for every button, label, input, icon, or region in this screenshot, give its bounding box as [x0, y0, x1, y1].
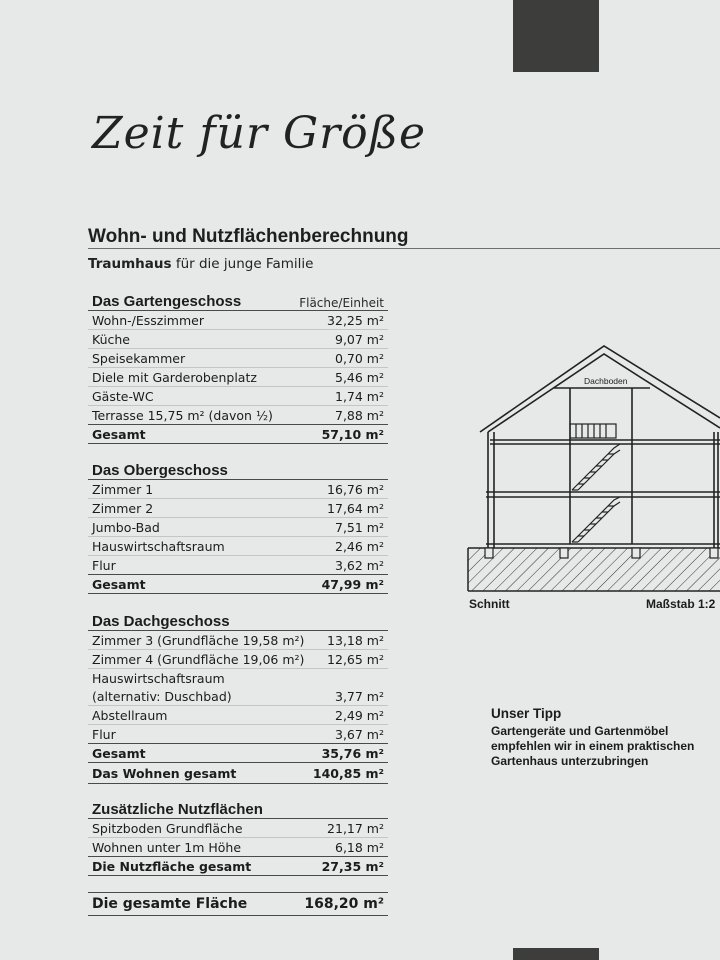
row-value: 21,17 m² [327, 820, 384, 836]
section-header [88, 457, 388, 480]
schnitt-label: Schnitt [469, 597, 510, 611]
total-row [88, 424, 388, 444]
total-value: 47,99 m² [321, 576, 384, 592]
row-value: 0,70 m² [335, 350, 384, 366]
table-row [88, 669, 388, 687]
section-nutzflaechen [88, 796, 388, 876]
table-row [88, 311, 388, 330]
table-row [88, 387, 388, 406]
table-row [88, 368, 388, 387]
row-value: 3,67 m² [335, 726, 384, 742]
total-row [88, 856, 388, 876]
total-label: Gesamt [92, 576, 146, 592]
page-heading: Wohn- und Nutzflächenberechnung [88, 226, 409, 247]
corner-tab-top [513, 0, 599, 72]
total-value: 27,35 m² [321, 858, 384, 874]
row-label: Speisekammer [92, 350, 186, 366]
row-value: 2,46 m² [335, 538, 384, 554]
row-label: Abstellraum [92, 707, 168, 723]
table-row [88, 480, 388, 499]
total-value: 35,76 m² [321, 745, 384, 761]
total-label: Gesamt [92, 426, 146, 442]
house-section-drawing [462, 340, 720, 595]
subtitle-rest: für die junge Familie [171, 256, 314, 272]
walls [486, 388, 720, 548]
table-row [88, 838, 388, 856]
section-title: Das Dachgeschoss [92, 613, 230, 630]
row-value: 32,25 m² [327, 312, 384, 328]
row-label: (alternativ: Duschbad) [92, 688, 232, 704]
dachboden-label: Dachboden [584, 376, 628, 386]
section-gartengeschoss [88, 288, 388, 444]
table-row [88, 650, 388, 669]
table-row [88, 725, 388, 743]
tip-line: Gartenhaus unterzubringen [491, 754, 649, 768]
row-label: Zimmer 4 (Grundfläche 19,06 m²) [92, 651, 305, 667]
section-header [88, 608, 388, 631]
row-label: Wohnen unter 1m Höhe [92, 839, 242, 855]
row-value: 5,46 m² [335, 369, 384, 385]
row-label: Diele mit Garderobenplatz [92, 369, 257, 385]
total-row [88, 574, 388, 594]
row-value: 7,51 m² [335, 519, 384, 535]
row-label: Terrasse 15,75 m² (davon ½) [92, 407, 273, 423]
row-label: Hauswirtschaftsraum [92, 670, 225, 686]
row-value: 1,74 m² [335, 388, 384, 404]
row-value: 9,07 m² [335, 331, 384, 347]
total-label: Die Nutzfläche gesamt [92, 858, 252, 874]
row-value: 6,18 m² [335, 839, 384, 855]
living-total-value: 140,85 m² [312, 765, 384, 781]
subtitle-bold: Traumhaus [88, 256, 172, 272]
section-obergeschoss [88, 457, 388, 594]
ground-hatch [468, 548, 720, 591]
section-title: Zusätzliche Nutzflächen [92, 801, 263, 818]
row-value: 3,77 m² [335, 688, 384, 704]
section-header [88, 288, 388, 311]
staircase [570, 424, 620, 542]
row-label: Flur [92, 557, 116, 573]
row-label: Flur [92, 726, 116, 742]
row-value: 3,62 m² [335, 557, 384, 573]
table-row [88, 819, 388, 838]
row-label: Zimmer 3 (Grundfläche 19,58 m²) [92, 632, 305, 648]
table-row [88, 706, 388, 725]
section-title: Das Gartengeschoss [92, 293, 242, 310]
table-row [88, 518, 388, 537]
row-label: Zimmer 1 [92, 481, 154, 497]
row-label: Spitzboden Grundfläche [92, 820, 243, 836]
tip-line: Gartengeräte und Gartenmöbel [491, 724, 669, 738]
row-value: 7,88 m² [335, 407, 384, 423]
heading-rule [88, 248, 720, 249]
section-title: Das Obergeschoss [92, 462, 228, 479]
subtitle [88, 256, 313, 272]
section-header [88, 796, 388, 819]
massstab-label: Maßstab 1:2 [646, 597, 716, 611]
total-value: 57,10 m² [321, 426, 384, 442]
total-label: Gesamt [92, 745, 146, 761]
table-row [88, 330, 388, 349]
tip-line: empfehlen wir in einem praktischen [491, 739, 695, 753]
table-row [88, 631, 388, 650]
row-value: 2,49 m² [335, 707, 384, 723]
living-total-row [88, 763, 388, 784]
row-label: Jumbo-Bad [92, 519, 160, 535]
grand-total-value: 168,20 m² [304, 896, 384, 912]
tip-box [491, 706, 720, 769]
column-header: Fläche/Einheit [299, 296, 384, 310]
grand-total-row [88, 892, 388, 916]
row-value: 16,76 m² [327, 481, 384, 497]
table-row [88, 537, 388, 556]
row-label: Zimmer 2 [92, 500, 154, 516]
total-row [88, 743, 388, 763]
tip-title: Unser Tipp [491, 706, 562, 721]
row-label: Hauswirtschaftsraum [92, 538, 225, 554]
row-value: 13,18 m² [327, 632, 384, 648]
corner-tab-bottom [513, 948, 599, 960]
section-dachgeschoss [88, 608, 388, 784]
table-row [88, 499, 388, 518]
roof-outline [480, 346, 720, 432]
grand-total-label: Die gesamte Fläche [92, 896, 248, 912]
row-label: Wohn-/Esszimmer [92, 312, 204, 328]
script-title: Zeit für Größe [92, 108, 427, 159]
row-value: 12,65 m² [327, 651, 384, 667]
row-label: Küche [92, 331, 130, 347]
row-value: 17,64 m² [327, 500, 384, 516]
row-label: Gäste-WC [92, 388, 154, 404]
table-row [88, 687, 388, 706]
living-total-label: Das Wohnen gesamt [92, 765, 237, 781]
table-row [88, 556, 388, 574]
table-row [88, 349, 388, 368]
table-row [88, 406, 388, 424]
